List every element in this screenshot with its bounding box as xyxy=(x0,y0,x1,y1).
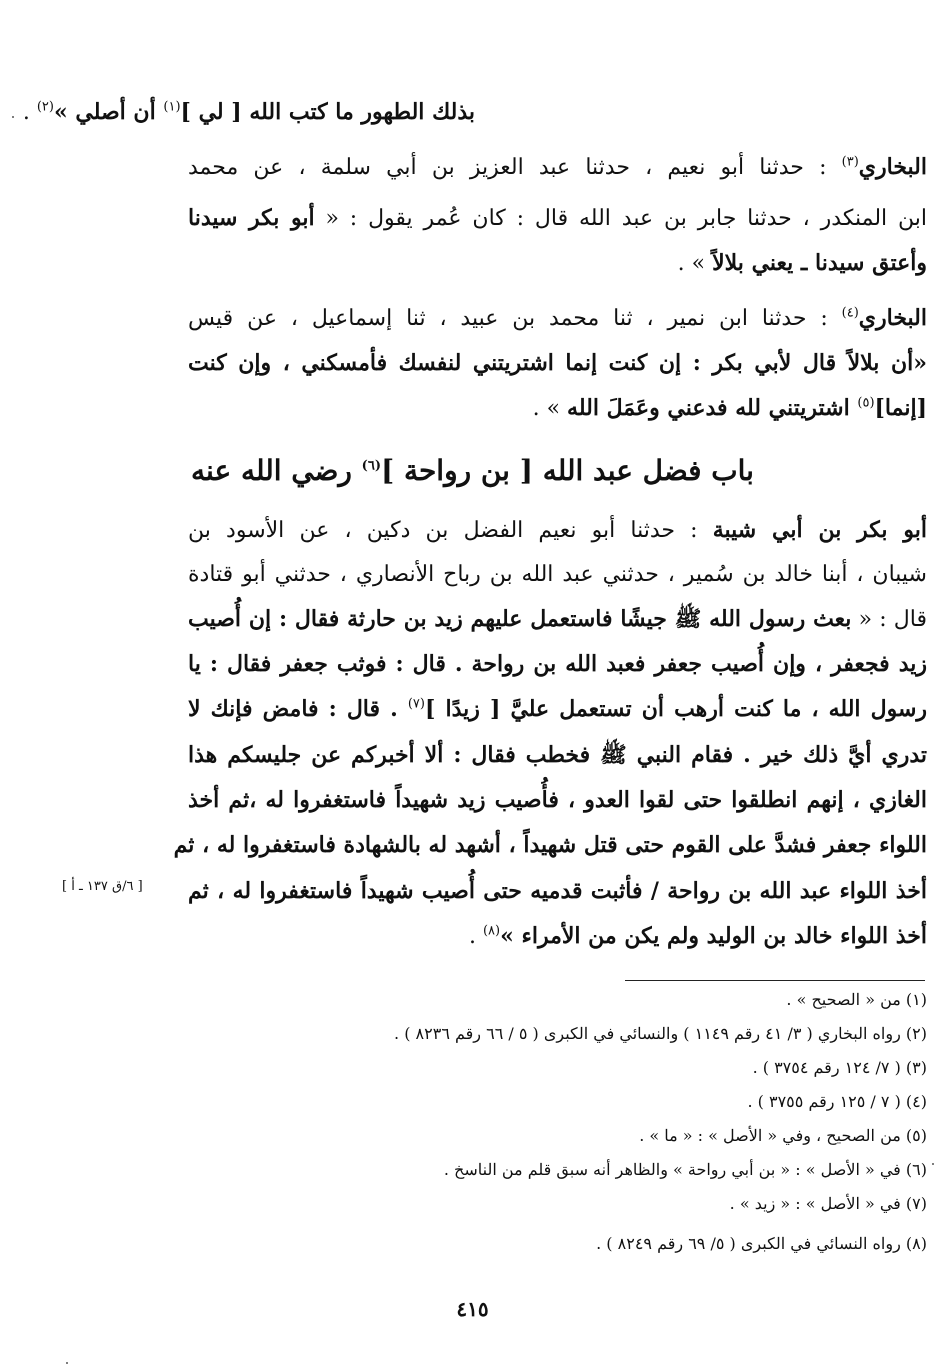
text-line xyxy=(188,301,927,336)
text-line xyxy=(678,246,927,281)
text-run: أبو بكر سيدنا xyxy=(188,205,315,231)
footnote-marker: (٧) xyxy=(407,696,425,712)
footnote-marker: (٨) xyxy=(482,923,501,939)
footnote: (٢) رواه البخاري ( ٣/ ٤١ رقم ١١٤٩ ) والنسائي في الكبرى ( ٥ / ٦٦ رقم ٨٢٣٦ ) . xyxy=(394,1024,927,1043)
text-run: البخاري xyxy=(858,154,927,180)
footnote-marker: (٢) xyxy=(36,99,54,115)
text-line xyxy=(188,201,927,236)
text-run: » . xyxy=(677,251,713,276)
text-run: شيبان ، أبنا خالد بن سُمير ، حدثني عبد الله بن رباح الأنصاري ، حدثني أبو قتادة xyxy=(188,562,927,587)
text-line xyxy=(533,391,927,426)
text-run: أبو بكر بن أبي شيبة xyxy=(712,517,927,543)
text-run: . xyxy=(22,100,37,125)
text-run: الغازي ، إنهم انطلقوا حتى لقوا العدو ، فأُصيب زيد شهيداً فاستغفروا له ،ثم أخذ xyxy=(188,787,927,813)
text-run: » . xyxy=(532,396,568,421)
text-line xyxy=(23,95,475,130)
footnote: (٣) ( ٧/ ١٢٤ رقم ٣٧٥٤ ) . xyxy=(752,1058,927,1077)
text-run: بعث رسول الله ﷺ جيشًا فاستعمل عليهم زيد بن حارثة فقال : إن أُصيب xyxy=(188,606,852,632)
text-line xyxy=(188,602,927,637)
text-line xyxy=(469,919,927,954)
footnote: (٦) في « الأصل » : « بن أبي رواحة » والظاهر أنه سبق قلم من الناسخ . xyxy=(443,1160,927,1179)
text-run: أخذ اللواء عبد الله بن رواحة / فأثبت قدميه حتى أُصيب شهيداً فاستغفروا له ، ثم xyxy=(188,878,927,904)
footnote-marker: (٥) xyxy=(857,395,875,411)
text-run: : حدثنا أبو نعيم ، حدثنا عبد العزيز بن أبي سلمة ، عن محمد xyxy=(188,155,842,180)
text-run: اشتريتني لله فدعني وعَمَلَ الله xyxy=(567,395,858,421)
text-run: رسول الله ، ما كنت أرهب أن تستعمل عليَّ [ زيدًا ] xyxy=(424,696,928,722)
text-line xyxy=(188,783,927,818)
text-line xyxy=(188,558,927,592)
page-number: ٤١٥ xyxy=(456,1297,489,1321)
text-run: [إنما] xyxy=(874,395,927,421)
text-run: وأعتق سيدنا ـ يعني بلالاً xyxy=(712,250,927,276)
text-line xyxy=(188,692,927,727)
text-run: أن أصلي » xyxy=(53,99,164,125)
text-run: أخذ اللواء خالد بن الوليد ولم يكن من الأمراء » xyxy=(500,923,927,949)
scan-speck xyxy=(12,116,14,118)
text-line xyxy=(173,828,927,863)
text-run: بذلك الطهور ما كتب الله [ لي ] xyxy=(180,99,475,125)
text-line xyxy=(188,346,927,381)
text-line xyxy=(188,513,927,548)
text-run: «أن بلالاً قال لأبي بكر : إن كنت إنما اشتريتني لنفسك فأمسكني ، وإن كنت xyxy=(188,350,927,376)
text-run: البخاري xyxy=(858,305,927,331)
text-run: اللواء جعفر فشدَّ على القوم حتى قتل شهيداً ، أشهد له بالشهادة فاستغفروا له ، ثم xyxy=(173,832,927,858)
footnote-marker: (٤) xyxy=(841,305,859,321)
manuscript-folio-note: [ ٦/ق ١٣٧ ـ أ ] xyxy=(62,879,143,894)
footnote: (١) من « الصحيح » . xyxy=(786,990,927,1009)
text-line xyxy=(188,738,927,773)
footnote: (٥) من الصحيح ، وفي « الأصل » : « ما » . xyxy=(639,1126,927,1145)
scan-speck xyxy=(66,1362,68,1364)
section-heading: باب فضل عبد الله [ بن رواحة ]$^{(٦)}$ رضي الله عنه xyxy=(191,454,754,487)
text-run: زيد فجعفر ، وإن أُصيب جعفر فعبد الله بن رواحة . قال : فوثب جعفر فقال : يا xyxy=(188,651,927,677)
footnote-separator xyxy=(625,980,925,981)
footnote: (٧) في « الأصل » : « زيد » . xyxy=(729,1194,927,1213)
text-line xyxy=(188,647,927,682)
text-run: : حدثنا ابن نمير ، ثنا محمد بن عبيد ، ثنا إسماعيل ، عن قيس xyxy=(188,306,842,331)
text-run: : حدثنا أبو نعيم الفضل بن دكين ، عن الأسود بن xyxy=(188,518,713,543)
text-run: قال : « xyxy=(851,607,927,632)
text-line xyxy=(188,874,927,909)
footnote: (٨) رواه النسائي في الكبرى ( ٥/ ٦٩ رقم ٨٢٤٩ ) . xyxy=(596,1234,927,1253)
scan-speck xyxy=(932,1163,934,1165)
text-run: ابن المنكدر ، حدثنا جابر بن عبد الله قال : كان عُمر يقول : « xyxy=(314,206,928,231)
footnote: (٤) ( ٧ / ١٢٥ رقم ٣٧٥٥ ) . xyxy=(747,1092,927,1111)
text-run: . xyxy=(468,924,483,949)
text-run: . قال : فامض فإنك لا xyxy=(188,696,408,722)
text-line xyxy=(188,150,927,185)
footnote-marker: (١) xyxy=(163,99,181,115)
text-run: تدري أيَّ ذلك خير . فقام النبي ﷺ فخطب فقال : ألا أخبركم عن جليسكم هذا xyxy=(188,742,927,768)
footnote-marker: (٣) xyxy=(841,154,859,170)
